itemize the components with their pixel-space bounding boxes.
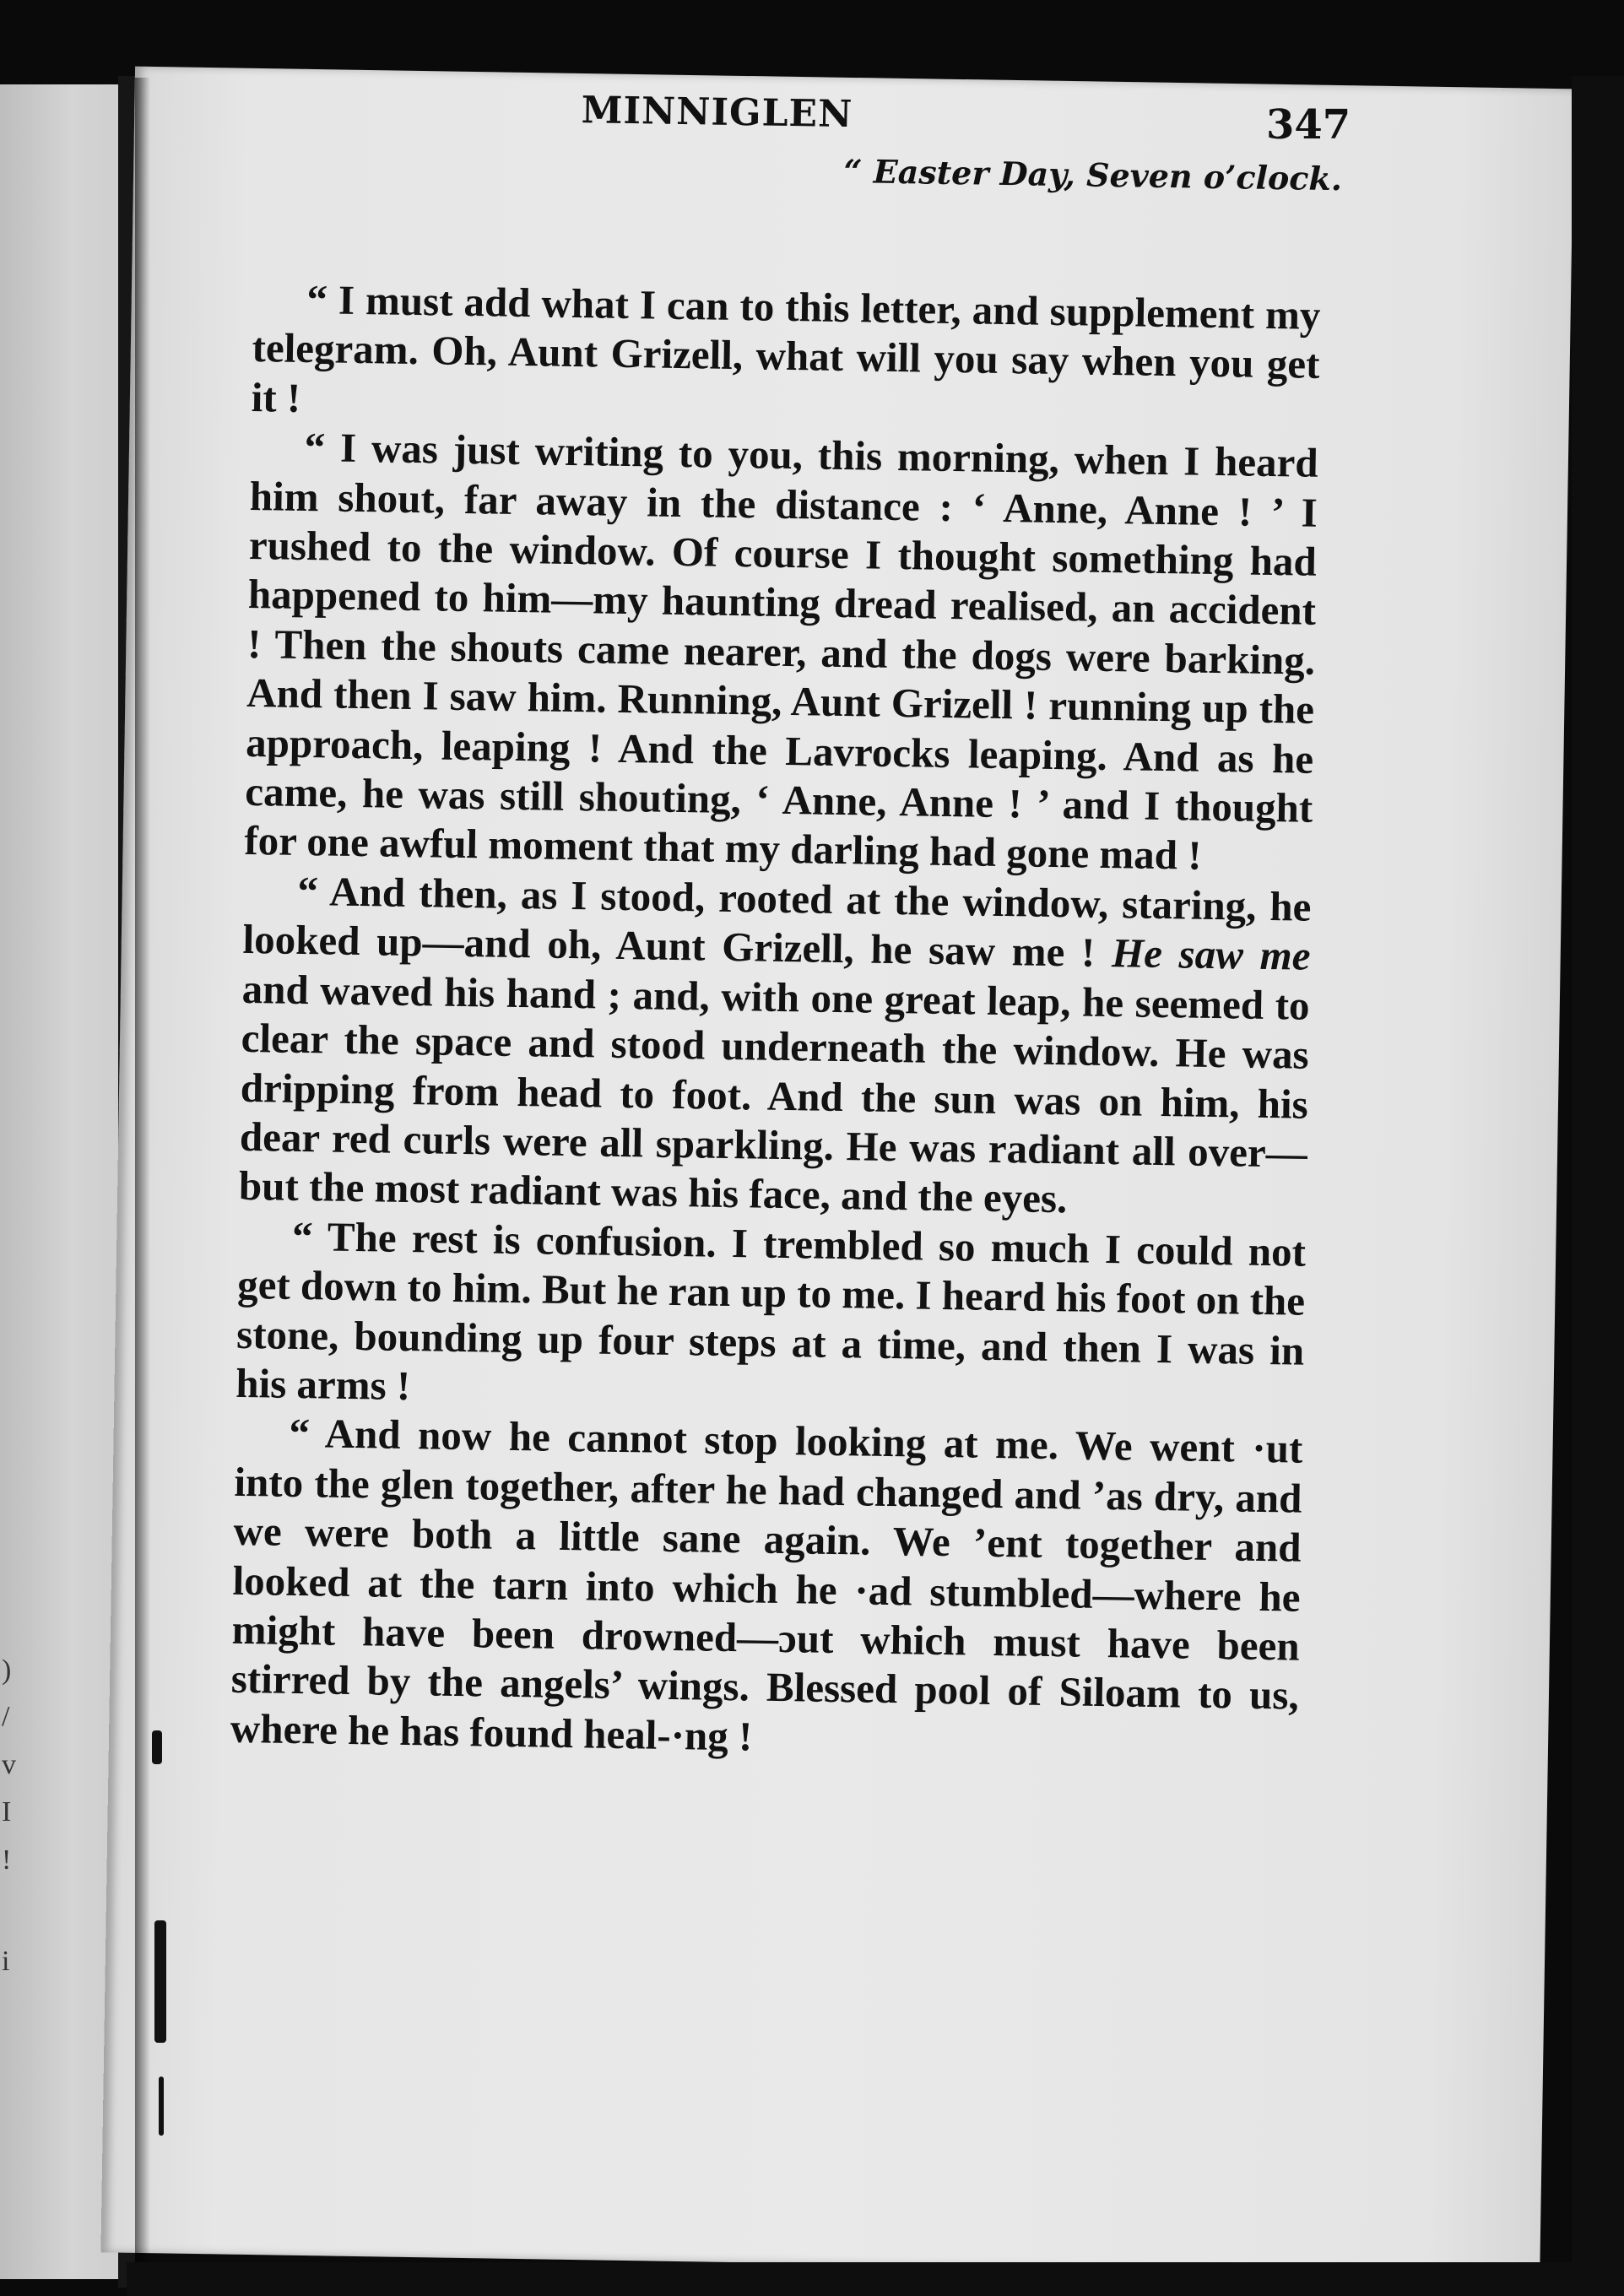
- paragraph: [239, 866, 1312, 1228]
- paragraph: “ And now he cannot stop looking at me. We went ·ut into the glen together, after he had changed and ’as dry, and we were both a little sane again. We ’ent together and looked at the tarn into which he ·ad stumbled—where he might have been drowned—ɔut which must have been stirred by the angels’ wings. Blessed pool of Siloam to us, where he has found heal-·ng !: [230, 1410, 1303, 1760]
- paragraph: “ I was just writing to you, this morning, when I heard him shout, far away in the distance : ‘ Anne, Anne ! ’ I rushed to the window. Of course I thought something had happened to him—my haunting dread realised, an accident ! Then the shouts came nearer, and the dogs were barking. And then I saw him. Running, Aunt Grizell ! running up the approach, leaping ! And the Lavrocks leaping. And as he came, he was still shouting, ‘ Anne, Anne ! ’ and I thought for one awful moment that my darling had gone mad !: [244, 424, 1319, 880]
- facing-page-fragment: /: [2, 1701, 10, 1732]
- body-text: [230, 274, 1320, 1770]
- paragraph: “ I must add what I can to this letter, and supplement my telegram. Oh, Aunt Grizell, what will you say when you get it !: [251, 276, 1321, 421]
- facing-page-edge: [0, 84, 118, 2279]
- paragraph: “ The rest is confusion. I trembled so much I could not get down to him. But he ran up to me. I heard his foot on the stone, bounding up four steps at a time, and then I was in his arms !: [235, 1212, 1307, 1410]
- facing-page-fragment: v: [2, 1749, 16, 1780]
- emphasis-text: He saw me: [1111, 929, 1311, 980]
- binding-stain: [159, 2077, 164, 2136]
- binding-stain: [154, 1920, 166, 2043]
- facing-page-fragment: i: [2, 1946, 10, 1977]
- facing-page-fragment: ): [2, 1654, 12, 1686]
- page-number: 347: [1266, 101, 1351, 149]
- letter-dateline: “ Easter Day, Seven o’clock.: [843, 152, 1343, 198]
- facing-page-fragment: !: [2, 1844, 12, 1876]
- paragraph-text: and waved his hand ; and, with one great leap, he seemed to clear the space and stood underneath the window. He was dripping from head to foot. And the sun was on him, his dear red curls were all sparkling. He was radiant all over—but the most radiant was his face, and the eyes.: [238, 965, 1310, 1222]
- page-bottom-edge: [127, 2262, 1624, 2296]
- page-right-edge: [1572, 76, 1624, 2296]
- page-shadow: [135, 78, 150, 2272]
- running-head: MINNIGLEN: [581, 89, 853, 137]
- paragraph-text: “ And then, as I stood, rooted at the window, staring, he looked up—and oh, Aunt Grizell, he saw me !: [242, 867, 1312, 977]
- facing-page-fragment: I: [2, 1796, 12, 1828]
- binding-stain: [152, 1730, 162, 1764]
